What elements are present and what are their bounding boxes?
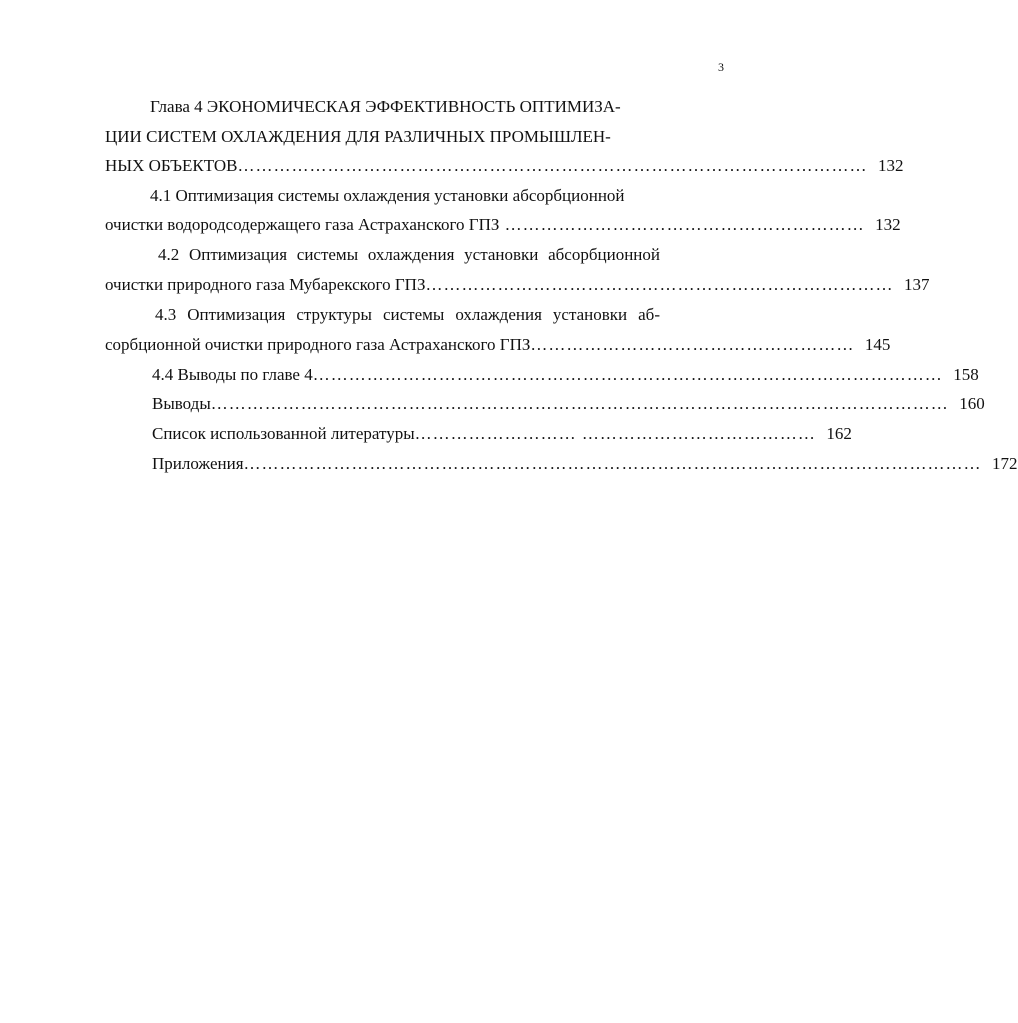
conclusions-page: 160 bbox=[959, 394, 985, 413]
leader-dots: …………………………………………………………………………………………… bbox=[312, 365, 943, 384]
leader-dots: …………………………………………………………………… bbox=[425, 275, 894, 294]
conclusions-row bbox=[152, 393, 985, 415]
appendices-page: 172 bbox=[992, 454, 1018, 473]
chapter-4-title-line-2: ЦИИ СИСТЕМ ОХЛАЖДЕНИЯ ДЛЯ РАЗЛИЧНЫХ ПРОМЫШЛЕН- bbox=[105, 127, 611, 146]
section-4-3-end: сорбционной очистки природного газа Астраханского ГПЗ bbox=[105, 335, 531, 354]
section-4-2-line-2 bbox=[105, 274, 930, 296]
references-row bbox=[152, 423, 852, 445]
section-4-3-line-1 bbox=[155, 304, 660, 326]
references-label: Список использованной литературы bbox=[152, 424, 415, 443]
section-4-4-row bbox=[152, 364, 979, 386]
section-4-4-label: 4.4 Выводы по главе 4 bbox=[152, 365, 313, 384]
section-4-2-line-1-text: 4.2 Оптимизация системы охлаждения установки абсорбционной bbox=[158, 245, 660, 264]
chapter-4-title-line-1: Глава 4 ЭКОНОМИЧЕСКАЯ ЭФФЕКТИВНОСТЬ ОПТИМИЗА- bbox=[150, 97, 621, 116]
section-4-4-page: 158 bbox=[953, 365, 979, 384]
leader-dots: ……………………… ………………………………… bbox=[414, 424, 816, 443]
chapter-4-page: 132 bbox=[878, 156, 904, 175]
leader-dots: …………………………………………………………………………………………………………… bbox=[210, 394, 949, 413]
section-4-3-page: 145 bbox=[864, 335, 891, 354]
section-4-2-end: очистки природного газа Мубарекского ГПЗ bbox=[105, 275, 426, 294]
leader-dots: …………………………………………………………………………………………… bbox=[237, 156, 868, 175]
page-number: 3 bbox=[718, 60, 724, 74]
section-4-1-line-2 bbox=[105, 214, 901, 236]
appendices-label: Приложения bbox=[152, 454, 244, 473]
leader-dots: ……………………………………………… bbox=[530, 335, 855, 354]
appendices-row bbox=[152, 453, 1018, 475]
section-4-3-line-2 bbox=[105, 334, 891, 356]
section-4-3-line-1-text: 4.3 Оптимизация структуры системы охлаждения установки аб- bbox=[155, 305, 660, 324]
section-4-2-line-1 bbox=[158, 244, 660, 266]
section-4-1-end: очистки водородсодержащего газа Астраханского ГПЗ bbox=[105, 215, 500, 234]
chapter-4-title-end: НЫХ ОБЪЕКТОВ bbox=[105, 156, 238, 175]
section-4-1-page: 132 bbox=[875, 215, 901, 234]
references-page: 162 bbox=[826, 424, 852, 443]
chapter-4-title-line-3 bbox=[105, 155, 904, 177]
section-4-2-page: 137 bbox=[903, 275, 930, 294]
leader-dots: …………………………………………………………………………………………………………… bbox=[243, 454, 982, 473]
leader-dots: …………………………………………………… bbox=[499, 215, 865, 234]
conclusions-label: Выводы bbox=[152, 394, 211, 413]
section-4-1-line-1: 4.1 Оптимизация системы охлаждения установки абсорбционной bbox=[150, 186, 625, 205]
